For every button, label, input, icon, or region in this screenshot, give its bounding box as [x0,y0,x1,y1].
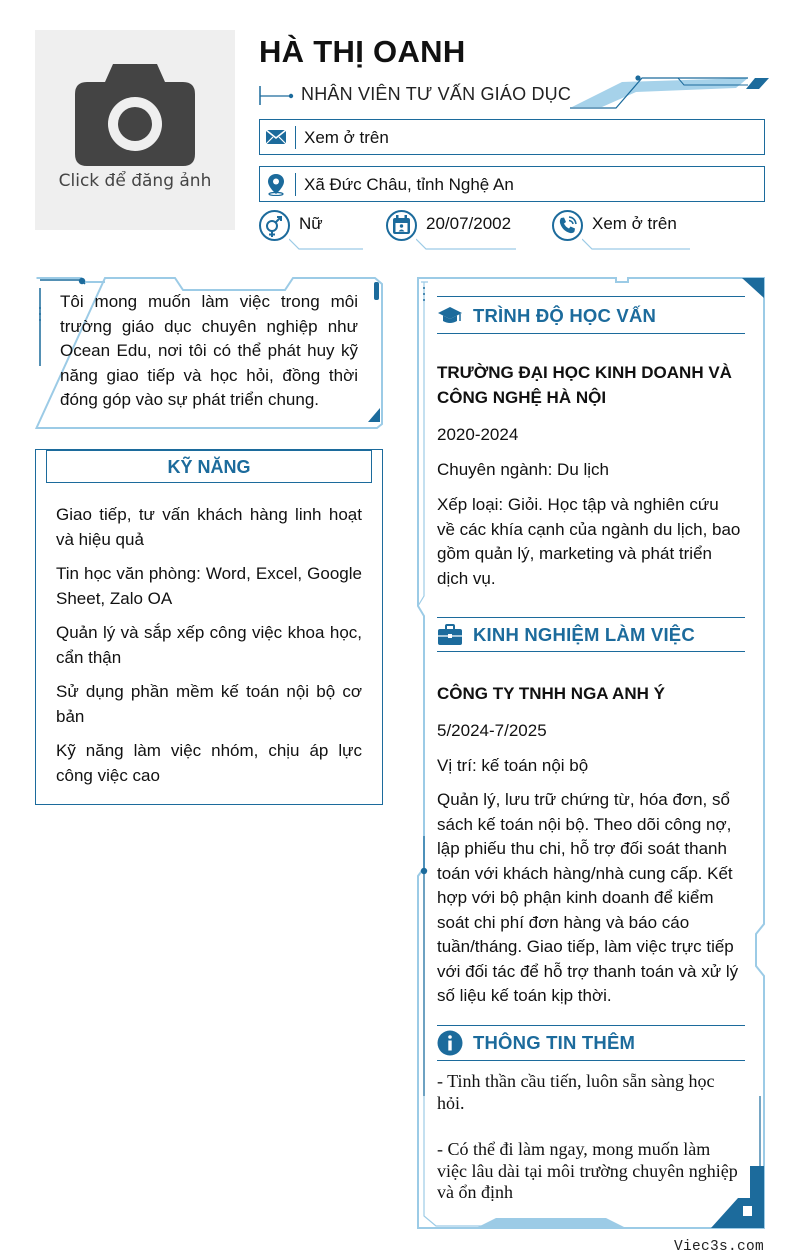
education-major: Chuyên ngành: Du lịch [437,460,610,479]
candidate-name: HÀ THỊ OANH [259,34,466,69]
experience-title: KINH NGHIỆM LÀM VIỆC [473,624,695,645]
calendar-icon [386,210,417,241]
experience-header [437,617,745,652]
gender-value: Nữ [299,214,323,233]
photo-caption: Click để đăng ảnh [58,171,212,191]
job-title: NHÂN VIÊN TƯ VẤN GIÁO DỤC [301,84,572,104]
skills-title: KỸ NĂNG [46,450,372,483]
address-row [259,166,765,202]
info-icon [437,1030,463,1056]
watermark: Viec3s.com [673,1239,764,1255]
title-line-decoration [259,84,299,108]
experience-period: 5/2024-7/2025 [437,721,547,740]
birthday-value: 20/07/2002 [426,214,512,233]
company-name: CÔNG TY TNHH NGA ANH Ý [437,684,665,703]
camera-icon [75,60,195,166]
phone-value: Xem ở trên [592,214,677,233]
more-info-header [437,1025,745,1061]
more-info-title: THÔNG TIN THÊM [473,1032,636,1053]
skill-item: Quản lý và sắp xếp công việc khoa học, cẩn thận [56,623,362,667]
phone-icon [552,210,583,241]
header-decoration [560,72,772,112]
graduation-cap-icon [437,303,463,329]
address-value: Xã Đức Châu, tỉnh Nghệ An [304,175,514,194]
school-name: TRƯỜNG ĐẠI HỌC KINH DOANH VÀ CÔNG NGHỆ HÀ NỘI [437,363,732,407]
skill-item: Sử dụng phần mềm kế toán nội bộ cơ bản [56,682,362,726]
envelope-icon [264,125,288,149]
skills-list [56,503,362,798]
more-info-line-2: - Có thể đi làm ngay, mong muốn làm việc lâu dài tại môi trường chuyên nghiệp và ổn định [437,1139,738,1202]
skill-item: Kỹ năng làm việc nhóm, chịu áp lực công việc cao [56,741,362,785]
gender-icon [259,210,290,241]
map-pin-icon [264,172,288,196]
email-row [259,119,765,155]
skill-item: Giao tiếp, tư vấn khách hàng linh hoạt và hiệu quả [56,505,362,549]
experience-position: Vị trí: kế toán nội bộ [437,756,589,775]
briefcase-icon [437,622,463,648]
skill-item: Tin học văn phòng: Word, Excel, Google Sheet, Zalo OA [56,564,362,608]
more-info-line-1: - Tinh thần cầu tiến, luôn sẵn sàng học hỏi. [437,1071,715,1113]
education-header [437,296,745,334]
career-objective: Tôi mong muốn làm việc trong môi trường giáo dục chuyên nghiệp như Ocean Edu, nơi tôi có thể phát huy kỹ năng giao tiếp và học hỏi, đồng thời đóng góp vào sự phát triển chung. [60,292,358,409]
email-value: Xem ở trên [304,128,389,147]
experience-detail: Quản lý, lưu trữ chứng từ, hóa đơn, sổ sách kế toán nội bộ. Theo dõi công nợ, lập phiếu thu chi, hỗ trợ đối soát thanh toán với khách hàng/nhà cung cấp. Kết hợp với bộ phận kinh doanh để kiểm soát chi phí đơn hàng và báo cáo tuần/tháng. Giao tiếp, làm việc trực tiếp với đối tác để hỗ trợ thanh toán và xử lý số liệu kế toán kịp thời. [437,790,739,1005]
education-title: TRÌNH ĐỘ HỌC VẤN [473,305,657,326]
education-period: 2020-2024 [437,425,519,444]
photo-upload[interactable] [35,30,235,230]
education-detail: Xếp loại: Giỏi. Học tập và nghiên cứu về các khía cạnh của ngành du lịch, bao gồm quản lý, marketing và phát triển dịch vụ. [437,495,741,588]
